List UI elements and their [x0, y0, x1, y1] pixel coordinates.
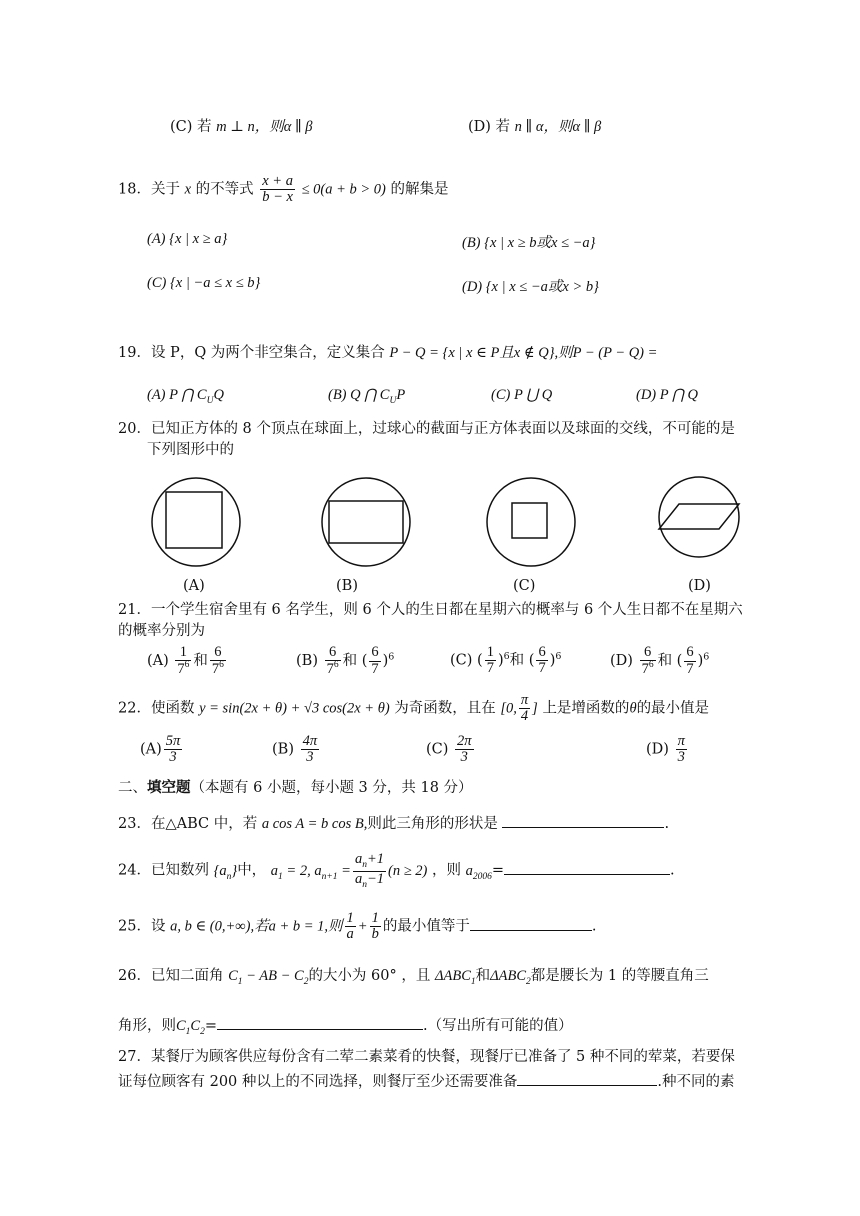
- frac-num: π: [520, 692, 529, 708]
- q24-end: .: [669, 862, 675, 879]
- frac-den: [640, 661, 656, 677]
- an1-sub: n+1: [321, 871, 338, 882]
- a1-sub: 1: [278, 871, 283, 882]
- q21-option-d: (D) $\frac{6}{7^6}$ 和 ( $\frac{6}{7}$ )$^6$: [610, 644, 710, 678]
- q24-answer-blank[interactable]: [504, 860, 670, 875]
- q23-answer-blank[interactable]: [502, 813, 664, 828]
- frac-num: 6: [371, 644, 379, 661]
- seq-end: }: [231, 862, 238, 879]
- q24-mid: 中，: [237, 862, 267, 879]
- q22-option-b: [272, 734, 321, 765]
- q26-eq: =: [204, 1018, 217, 1034]
- q18-fraction-denominator: b − x: [262, 189, 293, 206]
- q25-frac-b: [370, 911, 381, 942]
- c: C: [228, 968, 238, 984]
- q19-option-a-sub: U: [206, 395, 214, 406]
- frac: [164, 734, 183, 765]
- frac-den: 4: [520, 708, 529, 725]
- mid: − AB − C: [242, 968, 304, 984]
- eq: =: [341, 862, 351, 879]
- frac-den: [210, 661, 226, 677]
- q26-tail: 都是腰长为 1 的等腰直角三: [530, 968, 709, 984]
- frac-num: π: [677, 733, 685, 749]
- q25-frac-a: [345, 911, 356, 942]
- q17-option-d-label: (D) 若: [468, 119, 511, 135]
- frac-num: 1: [346, 910, 354, 926]
- q17-option-d-math: n ∥ α，则α ∥ β: [514, 119, 602, 135]
- exp: 6: [388, 651, 395, 663]
- q22-function: y = sin(2x + θ) + √3 cos(2x + θ): [199, 700, 390, 717]
- den-base: 7: [326, 661, 334, 678]
- q27-line2-post: .种不同的素: [657, 1074, 735, 1090]
- frac-num: 1: [486, 644, 494, 660]
- q25-math: a, b ∈ (0,+∞),若a + b = 1,则: [170, 918, 343, 935]
- q26-mid: 的大小为 60° ，且: [308, 968, 431, 984]
- q20-line2: 下列图形中的: [147, 442, 234, 458]
- q26-tri2: [490, 968, 531, 987]
- q21-option-d-frac2: [684, 645, 695, 676]
- and-text: 和: [342, 653, 358, 670]
- q20-figure-d: [656, 474, 742, 560]
- q27-answer-blank[interactable]: [517, 1071, 657, 1086]
- d: a: [354, 870, 363, 887]
- q21-option-b-frac2: [369, 645, 380, 676]
- a1: a: [270, 862, 279, 879]
- frac-den: 3: [306, 749, 314, 766]
- q24: [118, 852, 675, 891]
- q18-condition: ≤ 0(a + b > 0): [301, 181, 386, 198]
- den-exp: 6: [219, 660, 224, 671]
- q26-line2: [118, 1015, 573, 1039]
- cond: (n ≥ 2): [387, 862, 428, 879]
- q22-stem: [118, 693, 709, 724]
- seq: {a: [213, 862, 227, 879]
- q17-option-c-label: (C) 若: [170, 119, 212, 135]
- q19-option-a: [147, 387, 224, 406]
- frac-den: [325, 661, 341, 677]
- frac-den: 3: [460, 749, 468, 766]
- frac-den: 3: [169, 749, 177, 766]
- c1: C: [176, 1018, 186, 1034]
- den-exp: 6: [184, 660, 190, 671]
- q19-definition: P − Q = {x | x ∈ P且x ∉ Q},则P − (P − Q) =: [389, 345, 658, 361]
- frac-den: a: [346, 926, 354, 943]
- frac-den: b: [371, 926, 379, 943]
- q17-option-c-math: m ⊥ n，则α ∥ β: [216, 119, 313, 135]
- exp: 6: [703, 651, 710, 663]
- q23-math: a cos A = b cos B,: [261, 816, 368, 832]
- label: (A): [140, 741, 162, 758]
- q19-option-b: [328, 387, 405, 406]
- q22-tail: 上是增函数的: [542, 700, 630, 717]
- a1-val: = 2, a: [286, 862, 322, 879]
- q24-recurrence: [270, 851, 428, 890]
- n-sub: n: [362, 859, 367, 870]
- and-text: 和: [193, 653, 208, 670]
- d-sub: n: [362, 879, 367, 890]
- q21-line2: 的概率分别为: [118, 623, 205, 639]
- den-base: 7: [641, 661, 649, 678]
- q22-interval-frac: [519, 693, 530, 724]
- q19-option-b-end: P: [396, 387, 406, 403]
- frac-den: [353, 872, 386, 891]
- q27-line1: 27．某餐厅为顾客供应每份含有二荤二素菜肴的快餐，现餐厅已准备了 5 种不同的荤菜，若要保: [118, 1049, 735, 1065]
- q19-stem: [118, 344, 657, 362]
- q22-theta: θ: [629, 700, 637, 717]
- n: a: [354, 851, 363, 867]
- den-base: 7: [211, 661, 220, 678]
- frac-den: 7: [371, 660, 379, 677]
- q20-line1: 20．已知正方体的 8 个顶点在球面上，过球心的截面与正方体表面以及球面的交线，不可能的是: [118, 421, 735, 437]
- exp: 6: [503, 650, 510, 662]
- d-end: −1: [366, 870, 384, 887]
- frac-num: 1: [371, 910, 379, 926]
- frac: [301, 734, 320, 765]
- c1-sub: 1: [185, 1026, 191, 1037]
- t-sub: 1: [470, 976, 476, 987]
- q25-plus: +: [357, 918, 368, 935]
- q19-option-b-sub: U: [389, 395, 397, 406]
- q24-eq: =: [491, 862, 504, 879]
- q24-tail: ，则: [431, 862, 461, 879]
- q22-mid: 为奇函数，且在: [394, 700, 496, 717]
- q21-option-b: (B) $\frac{6}{7^6}$ 和 ( $\frac{6}{7}$ )$^6$: [296, 644, 395, 678]
- q26-text: 26．已知二面角: [118, 968, 224, 984]
- q22-text: 22．使函数: [118, 700, 195, 717]
- q26-and: 和: [475, 968, 491, 984]
- t: a: [465, 862, 473, 879]
- q18-option-b: (B) {x | x ≥ b或x ≤ −a}: [462, 235, 596, 251]
- q21-line1: 21．一个学生宿舍里有 6 名学生，则 6 个人的生日都在星期六的概率与 6 个人生日都不在星期六: [118, 602, 743, 618]
- q18-variable: x: [184, 181, 191, 198]
- t-sub: 2: [526, 976, 531, 987]
- q25-answer-blank[interactable]: [470, 916, 592, 931]
- den-exp: 6: [333, 660, 339, 671]
- frac-num: 6: [686, 644, 694, 661]
- c-sub1: 1: [237, 976, 243, 987]
- q21-option-b-frac1: [325, 645, 341, 677]
- q21-option-b-label: (B): [296, 653, 318, 670]
- q19-option-c: (C) P ⋃ Q: [491, 387, 553, 403]
- t-sub: 2006: [472, 871, 492, 882]
- exp: 6: [555, 650, 562, 662]
- frac: [353, 852, 386, 891]
- q17-option-d: [468, 118, 601, 136]
- frac-den: 7: [538, 660, 546, 677]
- q25-text: 25．设: [118, 918, 166, 935]
- frac-num: 2π: [457, 733, 472, 749]
- q20-label-d: (D): [688, 578, 711, 594]
- q21-option-a-label: (A): [147, 653, 169, 670]
- q23-end: .: [664, 816, 670, 832]
- q25-end: .: [591, 918, 597, 935]
- q22-interval-open: [0,: [500, 700, 517, 717]
- frac-num: 4π: [302, 733, 318, 749]
- q22-option-d: [646, 734, 689, 765]
- q21-option-c: (C) ( $\frac{1}{7}$ )$^6$和 ( $\frac{6}{7}$ )$^6$: [450, 644, 562, 677]
- q19-option-d: (D) P ⋂ Q: [636, 387, 698, 403]
- frac-num: 5π: [165, 733, 181, 749]
- q26-cc: [176, 1018, 205, 1037]
- q21-option-d-label: (D): [610, 653, 633, 670]
- section-2-title: 填空题: [147, 779, 191, 796]
- q21-option-a-frac1: [175, 645, 191, 677]
- q21-option-d-frac1: [640, 645, 656, 677]
- q18-stem: [118, 174, 448, 205]
- frac-num: 6: [210, 645, 226, 661]
- q24-target: [465, 862, 492, 882]
- q22-option-c: [426, 734, 476, 765]
- q20-figure-b: [318, 474, 414, 570]
- q20-label-a: (A): [183, 578, 205, 594]
- frac-den: [175, 661, 191, 677]
- q22-interval-close: ]: [532, 700, 538, 717]
- q26-tri1: [434, 968, 476, 987]
- q19-text: 19．设 P，Q 为两个非空集合，定义集合: [118, 345, 385, 361]
- q19-option-b-text: (B) Q ⋂ C: [328, 387, 390, 403]
- label: (D): [646, 741, 669, 758]
- q23: [118, 813, 669, 833]
- q25-tail: 的最小值等于: [382, 918, 470, 935]
- q18-number: 18．关于: [118, 181, 180, 198]
- frac: [676, 734, 687, 765]
- frac-num: 6: [538, 644, 546, 660]
- q21-option-c-frac1: [485, 645, 496, 676]
- q26-angle: [228, 968, 309, 987]
- q18-fraction: [260, 174, 295, 205]
- frac-num: 1: [175, 645, 191, 661]
- section-2-note: （本题有 6 小题，每小题 3 分，共 18 分）: [190, 780, 473, 796]
- q22-option-a: [140, 734, 184, 765]
- q24-text: 24．已知数列: [118, 862, 209, 879]
- c-sub2: 2: [303, 976, 309, 987]
- q21-option-c-frac2: [536, 645, 547, 676]
- q20-figure-a: [148, 474, 244, 570]
- q18-tail: 的解集是: [390, 181, 449, 198]
- section-2-heading: [118, 779, 473, 797]
- label: (B): [272, 741, 294, 758]
- frac-den: 7: [686, 660, 694, 677]
- section-2-prefix: 二、: [118, 780, 147, 796]
- seq-sub: n: [226, 871, 232, 882]
- q26-answer-blank[interactable]: [217, 1015, 423, 1030]
- q18-fraction-numerator: x + a: [262, 173, 293, 189]
- frac-den: 7: [486, 660, 494, 677]
- q21-option-a-frac2: [210, 645, 226, 677]
- q26-line2-tail: .（写出所有可能的值）: [423, 1018, 573, 1034]
- q24-sequence: [213, 862, 238, 882]
- den-exp: 6: [648, 660, 654, 671]
- q20-label-b: (B): [336, 578, 358, 594]
- q18-option-c: (C) {x | −a ≤ x ≤ b}: [147, 275, 261, 291]
- q20-label-c: (C): [513, 578, 536, 594]
- and-text: 和: [657, 653, 673, 670]
- q17-option-c: [170, 118, 313, 136]
- t: ΔABC: [434, 968, 471, 984]
- t: ΔABC: [490, 968, 527, 984]
- q19-option-a-end: Q: [213, 387, 224, 403]
- c2: C: [190, 1018, 201, 1034]
- q18-text: 的不等式: [195, 181, 254, 198]
- frac-num: [353, 852, 386, 872]
- frac-num: 6: [325, 645, 341, 661]
- q26-line2-pre: 角形，则: [118, 1018, 176, 1034]
- q23-tail: 则此三角形的形状是: [367, 816, 498, 832]
- q21-option-a: [147, 645, 228, 677]
- q18-option-a: (A) {x | x ≥ a}: [147, 231, 228, 247]
- frac-num: 6: [640, 645, 656, 661]
- q20-figure-c: [483, 474, 579, 570]
- q18-option-d: (D) {x | x ≤ −a或x > b}: [462, 279, 599, 295]
- c2-sub: 2: [200, 1026, 205, 1037]
- q26-line1: [118, 967, 709, 989]
- n-end: +1: [366, 851, 384, 867]
- q23-text: 23．在△ABC 中，若: [118, 816, 258, 832]
- den-base: 7: [177, 661, 185, 678]
- q19-option-a-text: (A) P ⋂ C: [147, 387, 207, 403]
- frac-den: 3: [677, 749, 685, 766]
- q25: [118, 911, 596, 942]
- label: (C): [426, 741, 449, 758]
- q22-tail2: 的最小值是: [636, 700, 710, 717]
- q21-option-c-label: (C): [450, 652, 473, 669]
- frac: [455, 734, 474, 765]
- q27-line2: [118, 1071, 735, 1091]
- q27-line2-pre: 证每位顾客有 200 种以上的不同选择，则餐厅至少还需要准备: [118, 1074, 518, 1090]
- and-text: 和: [509, 652, 525, 669]
